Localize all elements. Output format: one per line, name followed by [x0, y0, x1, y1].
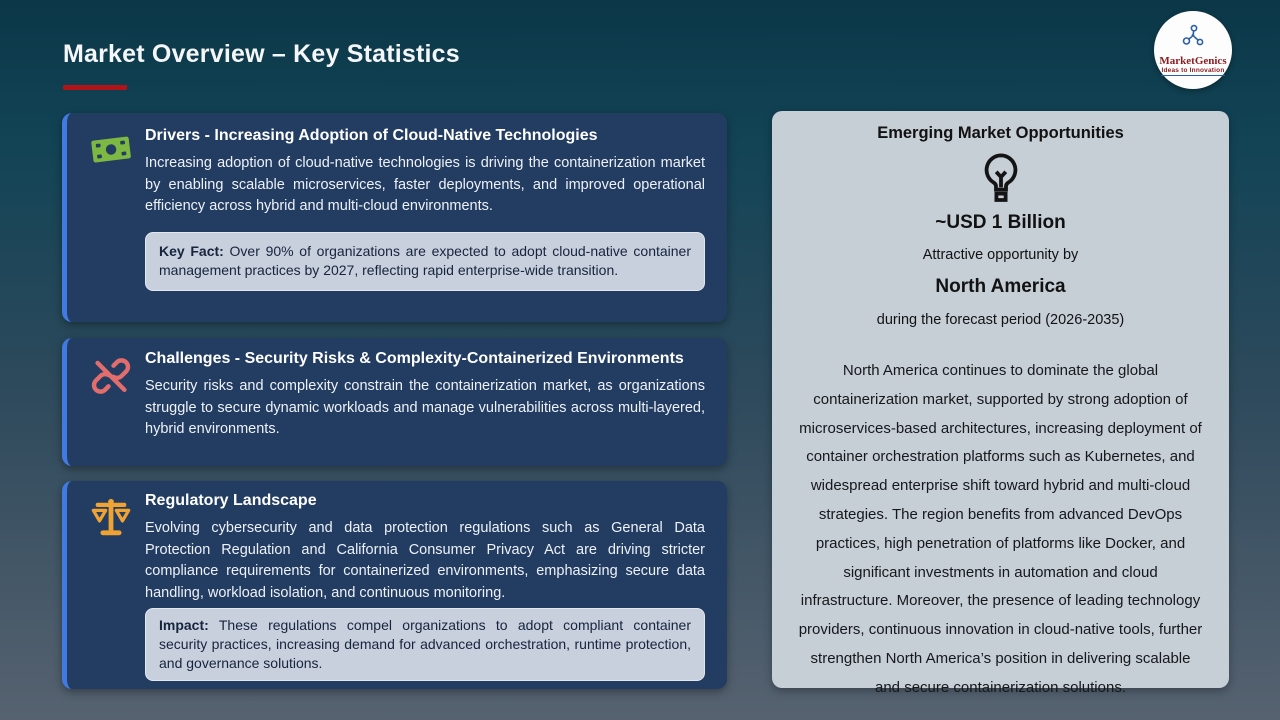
- molecule-icon: [1180, 24, 1206, 53]
- opportunity-period: during the forecast period (2026-2035): [876, 312, 1125, 328]
- regulatory-card: [62, 481, 727, 689]
- card-body: Increasing adoption of cloud-native technologies is driving the containerization market by enabling scalable microservices, faster deployments, and improved operational efficiency across hybrid and multi-cloud environments.: [145, 155, 705, 214]
- key-fact-text: Over 90% of organizations are expected to adopt cloud-native container management practices by 2027, reflecting rapid enterprise-wide transition.: [159, 242, 691, 278]
- key-fact-label: Key Fact:: [159, 242, 224, 259]
- drivers-card: [62, 113, 727, 322]
- card-body: Evolving cybersecurity and data protection regulations such as General Data Protection Regulation and California Consumer Privacy Act are driving stricter compliance requirements for containerized environments, emphasizing secure data handling, workload isolation, and continuous monitoring.: [145, 520, 705, 601]
- challenges-card: [62, 338, 727, 466]
- impact-label: Impact:: [159, 617, 209, 633]
- impact-box: [145, 608, 705, 681]
- logo-name: MarketGenics: [1159, 55, 1227, 67]
- panel-title: Emerging Market Opportunities: [877, 124, 1124, 142]
- marketgenics-logo: [1154, 11, 1232, 89]
- opportunity-panel: [772, 111, 1229, 696]
- impact-text: These regulations compel organizations to adopt compliant container security practices, increasing demand for advanced orchestration, runtime protection, and governance solutions.: [159, 617, 691, 671]
- scales-icon: [88, 496, 134, 542]
- lightbulb-icon: [977, 151, 1025, 209]
- opportunity-value: ~USD 1 Billion: [935, 212, 1066, 233]
- card-body: Security risks and complexity constrain the containerization market, as organizations struggle to secure dynamic workloads and manage vulnerabilities across multi-layered, hybrid environments.: [145, 378, 705, 437]
- broken-link-icon: [88, 353, 134, 399]
- opportunity-region: North America: [935, 276, 1066, 297]
- title-underline: [63, 85, 127, 90]
- banknote-icon: [88, 128, 134, 174]
- logo-tagline: Ideas to Innovation: [1161, 67, 1225, 74]
- page-title: Market Overview – Key Statistics: [63, 40, 460, 68]
- card-title: Drivers - Increasing Adoption of Cloud-Native Technologies: [145, 127, 598, 144]
- opportunity-description: North America continues to dominate the global containerization market, supported by strong adoption of microservices-based architectures, increasing deployment of container orchestration platforms such as Kubernetes, and widespread enterprise shift toward hybrid and multi-cloud strategies. The region benefits from advanced DevOps practices, high penetration of platforms like Docker, and significant investments in automation and cloud infrastructure. Moreover, the presence of leading technology providers, continuous innovation in cloud-native tools, further strengthen North America’s position in delivering scalable and secure containerization solutions.: [798, 362, 1203, 696]
- key-fact-box: [145, 232, 705, 291]
- opportunity-subtitle: Attractive opportunity by: [922, 247, 1079, 263]
- card-title: Challenges - Security Risks & Complexity-Containerized Environments: [145, 350, 684, 367]
- card-title: Regulatory Landscape: [145, 492, 317, 509]
